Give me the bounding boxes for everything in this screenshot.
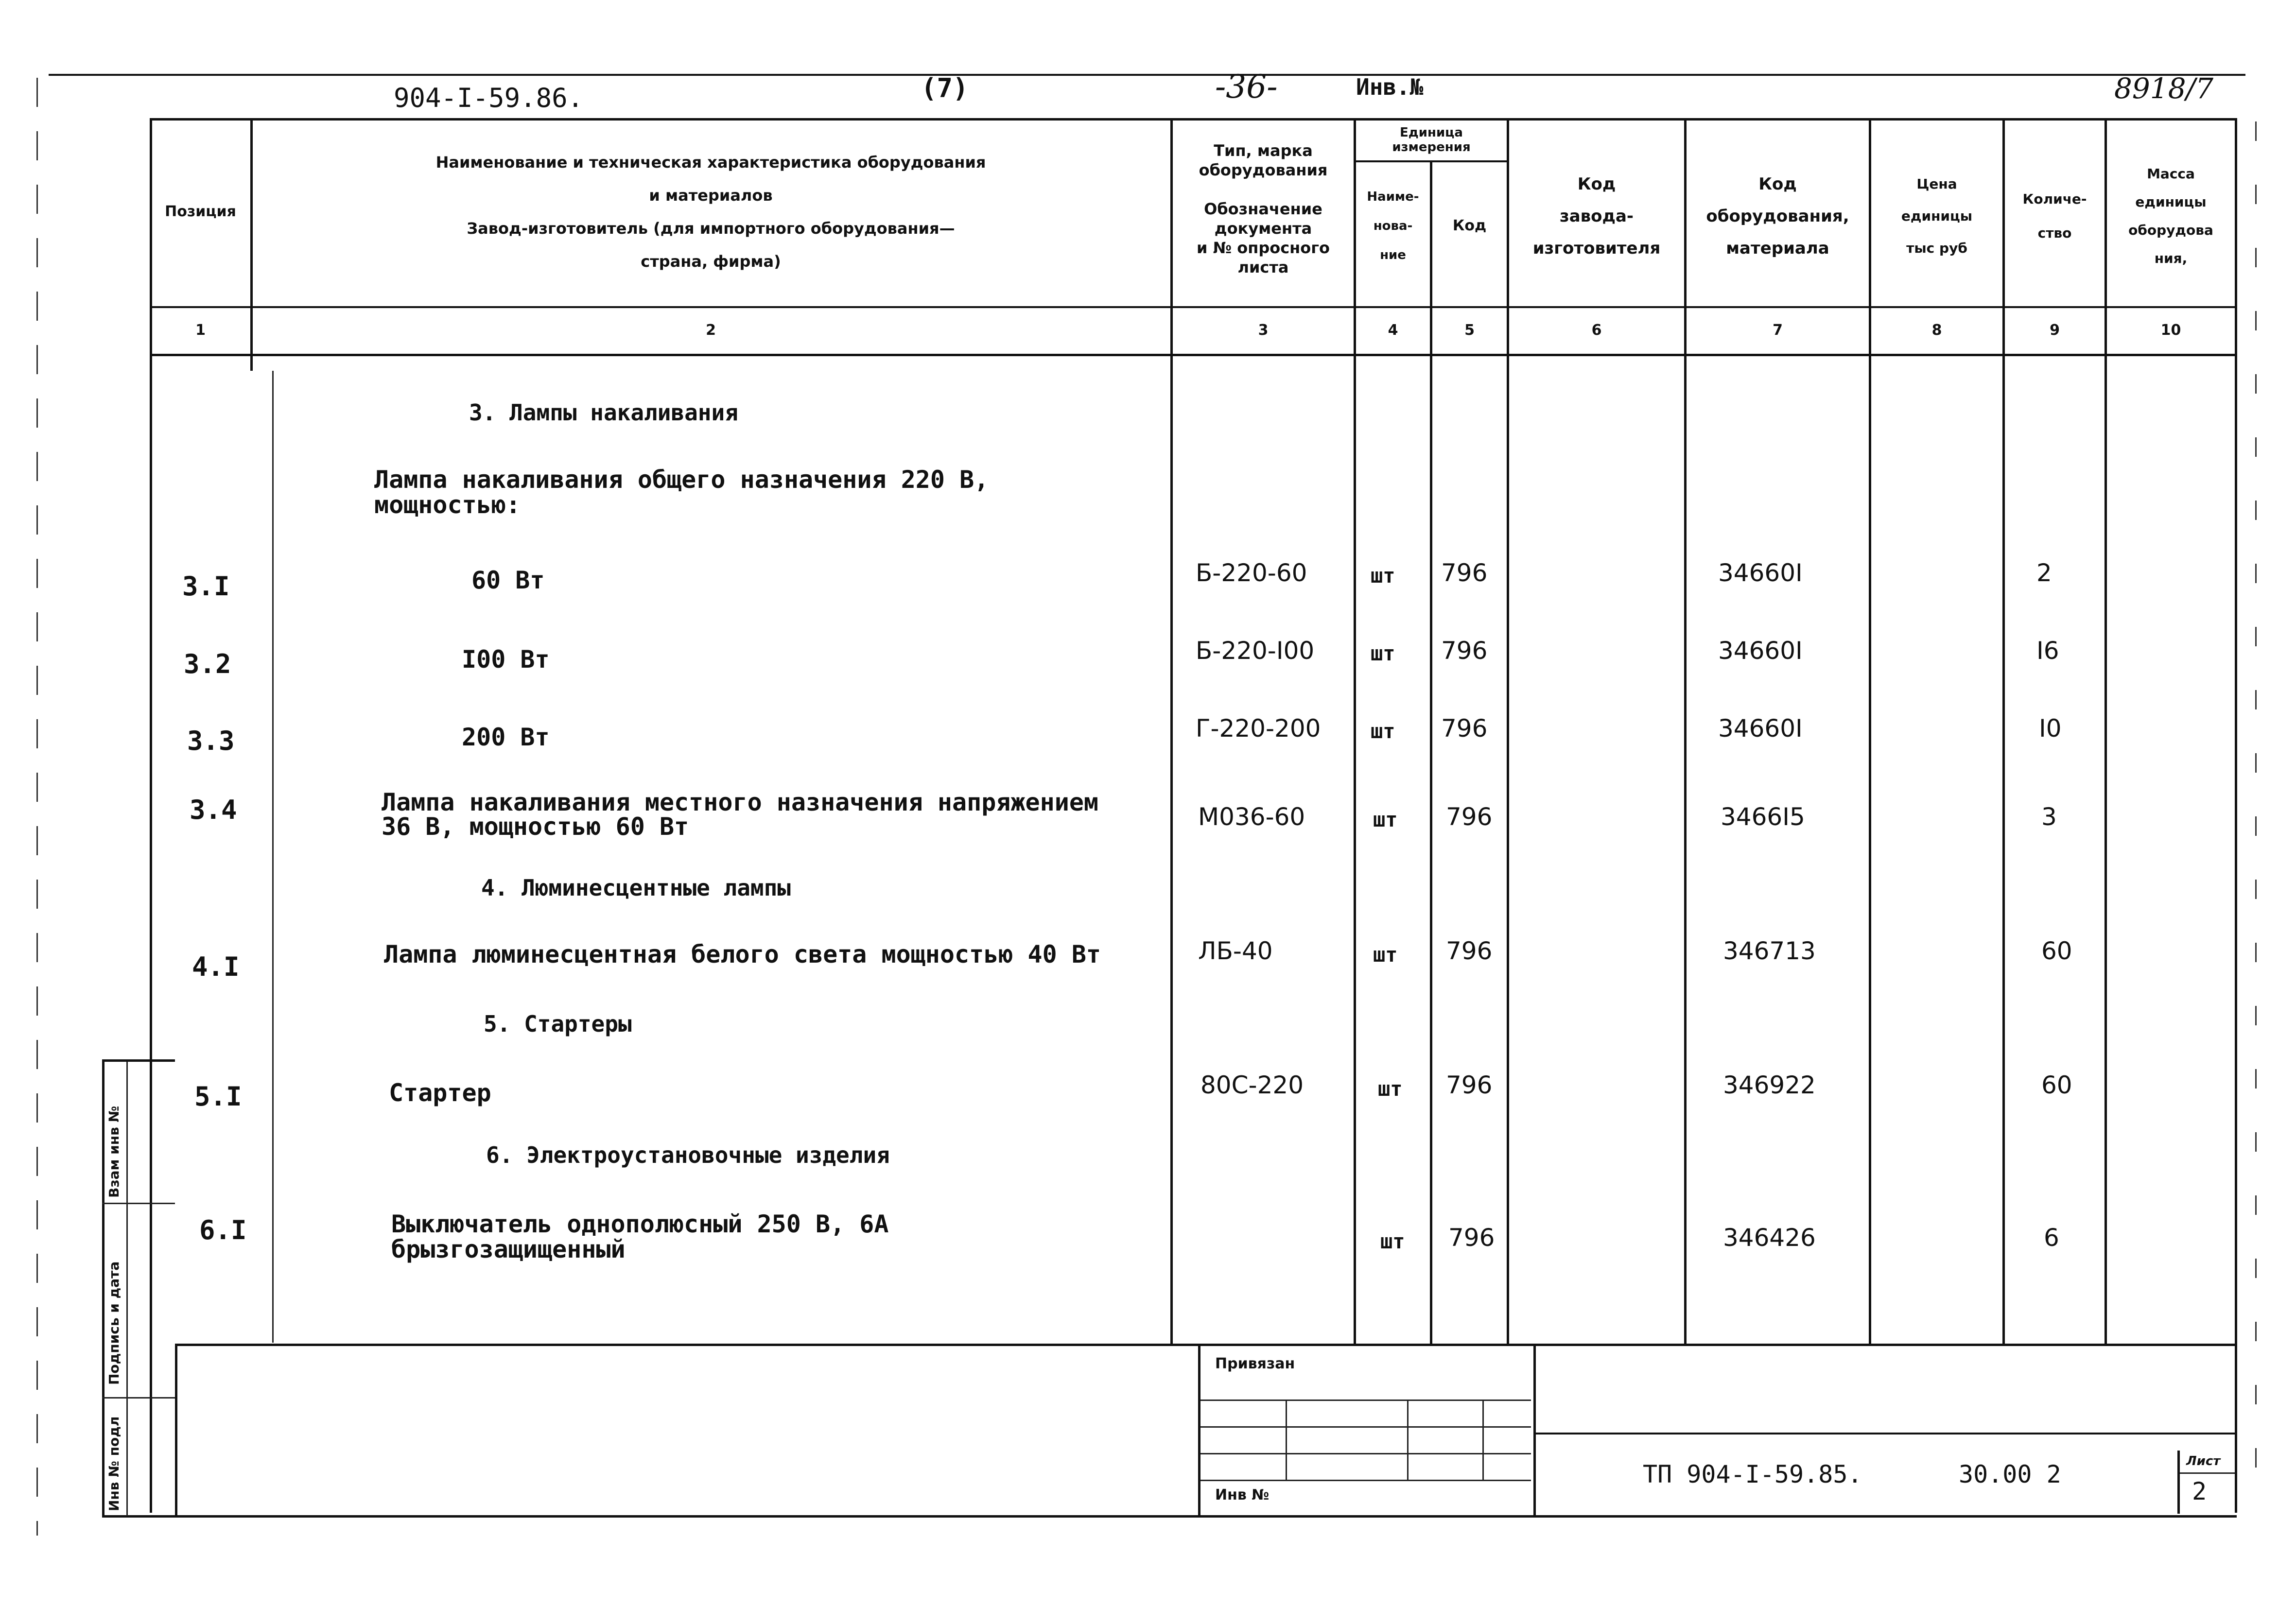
sidebar-div-1 — [102, 1203, 175, 1204]
row-5-1-code: 796 — [1446, 1071, 1493, 1099]
top-ref: 8918/7 — [2114, 72, 2214, 105]
hdr-mass-l3: оборудова — [2128, 222, 2213, 238]
top-sheet-paren: (7) — [921, 73, 969, 104]
row-3-4-code: 796 — [1446, 803, 1493, 831]
row-3-4-unit: шт — [1373, 808, 1398, 831]
col-line-6 — [1684, 118, 1687, 1345]
trim-mark-right — [2255, 121, 2257, 1506]
top-border — [49, 74, 2245, 76]
hdr-factory-l1: Код — [1577, 174, 1616, 194]
hdr-name-l2: и материалов — [649, 186, 773, 205]
hdr-type-l3: Обозначение — [1204, 200, 1322, 218]
colnum-1: 1 — [195, 322, 206, 339]
hdr-position-label: Позиция — [165, 203, 236, 220]
row-4-1-position: 4.I — [192, 951, 240, 982]
col-line-7 — [1869, 118, 1871, 1345]
row-6-1-eqcode: 346426 — [1723, 1224, 1816, 1252]
row-3-4-type: М036-60 — [1198, 803, 1305, 831]
colnum-4: 4 — [1388, 322, 1398, 339]
row-3-4-name-line1: Лампа накаливания местного назначения напряжением — [382, 788, 1099, 816]
hdr-type-l4: документа — [1214, 219, 1312, 238]
row-5-1-type: 80С-220 — [1200, 1071, 1304, 1099]
col-line-9 — [2105, 118, 2107, 1345]
hdr-unit-l2: измерения — [1392, 140, 1471, 155]
row-3-4-eqcode: 3466I5 — [1721, 803, 1805, 831]
row-3-2-eqcode: 34660I — [1718, 637, 1803, 665]
colnum-5: 5 — [1464, 322, 1475, 339]
row-5-1-unit: шт — [1378, 1077, 1403, 1101]
hdr-unitname-l2: нова- — [1373, 219, 1413, 233]
hdr-name — [253, 118, 1169, 305]
right-border — [2235, 118, 2237, 1513]
col-line-3 — [1354, 118, 1356, 1345]
hdr-unit-name — [1356, 165, 1430, 287]
row-3-1-name: 60 Вт — [471, 566, 545, 594]
row-6-1-name-line2: брызгозащищенный — [391, 1235, 626, 1263]
hdr-name-l3: Завод-изготовитель (для импортного оборудования— — [467, 219, 955, 238]
row-4-1-code: 796 — [1446, 937, 1493, 965]
stamp-sheet-code: 30.00 2 — [1959, 1460, 2061, 1488]
hdr-eq-l2: оборудования, — [1706, 207, 1849, 226]
row-3-1-code: 796 — [1441, 559, 1488, 587]
hdr-mass-l1: Масса — [2147, 166, 2195, 182]
hdr-mass — [2107, 146, 2235, 287]
row-3-1-qty: 2 — [2036, 559, 2052, 587]
hdr-price-l2: единицы — [1901, 208, 1973, 224]
section-6-heading: 6. Электроустановочные изделия — [486, 1142, 890, 1168]
hdr-unitcode-label: Код — [1452, 217, 1487, 234]
hdr-quantity — [2005, 146, 2105, 287]
stamp-grid-v2 — [1407, 1400, 1409, 1480]
stamp-list-left — [2177, 1451, 2180, 1514]
row-3-3-name: 200 Вт — [462, 723, 550, 751]
section-3-heading: 3. Лампы накаливания — [469, 399, 738, 426]
section-4-heading: 4. Люминесцентные лампы — [481, 875, 791, 901]
sidebar-mid-line — [126, 1059, 128, 1516]
row-3-1-eqcode: 34660I — [1718, 559, 1803, 587]
row-3-1-unit: шт — [1371, 564, 1395, 588]
stamp-list-line — [2180, 1472, 2235, 1474]
row-3-2-qty: I6 — [2036, 637, 2059, 665]
row-3-3-eqcode: 34660I — [1718, 714, 1803, 743]
row-4-1-eqcode: 346713 — [1723, 937, 1816, 965]
stamp-list-no: 2 — [2192, 1477, 2207, 1505]
row-3-2-position: 3.2 — [184, 649, 231, 679]
col-line-8 — [2002, 118, 2005, 1345]
row-6-1-qty: 6 — [2044, 1224, 2059, 1252]
stamp-top-line — [175, 1344, 2236, 1346]
row-3-2-unit: шт — [1371, 641, 1395, 665]
sidebar-left-line — [102, 1059, 104, 1516]
col-line-1b — [272, 371, 274, 1343]
colnum-bottom-line — [151, 354, 2236, 356]
hdr-type-l2: оборудования — [1199, 161, 1328, 179]
stamp-privyazan-left — [1198, 1344, 1200, 1516]
hdr-name-l1: Наименование и техническая характеристика оборудования — [435, 153, 986, 172]
stamp-code-line — [1536, 1433, 2236, 1434]
top-page-mark: -36- — [1215, 68, 1278, 105]
stamp-grid-2 — [1200, 1426, 1531, 1428]
hdr-unit-code — [1432, 165, 1507, 287]
hdr-unit-l1: Единица — [1400, 125, 1463, 140]
row-3-3-type: Г-220-200 — [1196, 714, 1321, 743]
section-3-intro-line2: мощностью: — [374, 491, 521, 519]
row-3-4-qty: 3 — [2041, 803, 2057, 831]
hdr-unit-group — [1356, 121, 1507, 159]
row-3-4-position: 3.4 — [190, 795, 237, 825]
hdr-type-l1: Тип, марка — [1214, 141, 1313, 160]
hdr-qty-l2: ство — [2037, 225, 2072, 241]
hdr-type — [1173, 131, 1354, 287]
hdr-factory-l3: изготовителя — [1532, 239, 1661, 258]
sidebar-div-2 — [102, 1397, 175, 1399]
stamp-grid-3 — [1200, 1453, 1531, 1454]
row-3-2-type: Б-220-I00 — [1196, 637, 1315, 665]
row-6-1-code: 796 — [1448, 1224, 1495, 1252]
hdr-eq-l1: Код — [1758, 174, 1797, 194]
col-line-5 — [1507, 118, 1509, 1345]
sidebar-vzam: Взам инв № — [106, 1106, 122, 1198]
stamp-list-label: Лист — [2186, 1454, 2221, 1469]
col-line-2 — [1170, 118, 1173, 1345]
row-4-1-unit: шт — [1373, 943, 1398, 967]
row-3-4-name-line2: 36 В, мощностью 60 Вт — [382, 812, 689, 841]
hdr-position — [151, 118, 250, 305]
row-3-3-qty: I0 — [2039, 714, 2062, 743]
hdr-factory-l2: завода- — [1559, 207, 1634, 226]
hdr-price-l1: Цена — [1916, 176, 1957, 192]
colnum-2: 2 — [706, 322, 716, 339]
row-3-3-position: 3.3 — [187, 726, 235, 756]
colnum-3: 3 — [1258, 322, 1269, 339]
hdr-unitname-l1: Наиме- — [1367, 190, 1419, 204]
row-3-2-name: I00 Вт — [462, 645, 550, 674]
bottom-border — [102, 1515, 2237, 1518]
stamp-inv-no: Инв № — [1215, 1486, 1270, 1503]
row-6-1-position: 6.I — [199, 1215, 247, 1245]
row-5-1-qty: 60 — [2041, 1071, 2072, 1099]
stamp-doc-code: ТП 904-I-59.85. — [1643, 1460, 1862, 1488]
header-bottom-line — [151, 306, 2236, 308]
row-3-2-code: 796 — [1441, 637, 1488, 665]
hdr-type-l5: и № опросного — [1197, 239, 1330, 257]
row-4-1-name: Лампа люминесцентная белого света мощностью 40 Вт — [384, 940, 1101, 968]
stamp-grid-1 — [1200, 1400, 1531, 1401]
stamp-privyazan-right — [1533, 1344, 1536, 1516]
stamp-privyazan: Привязан — [1215, 1355, 1295, 1372]
hdr-price-l3: тыс руб — [1906, 240, 1967, 256]
colnum-6: 6 — [1591, 322, 1602, 339]
hdr-name-l4: страна, фирма) — [641, 252, 781, 271]
section-5-heading: 5. Стартеры — [484, 1011, 632, 1037]
hdr-qty-l1: Количе- — [2022, 191, 2087, 207]
hdr-factory-code — [1509, 146, 1684, 287]
hdr-unitname-l3: ние — [1380, 248, 1406, 262]
sidebar-inv-podl: Инв № подл — [106, 1416, 122, 1511]
row-6-1-name-line1: Выключатель однополюсный 250 В, 6А — [391, 1210, 889, 1238]
row-6-1-unit: шт — [1380, 1229, 1405, 1253]
row-5-1-eqcode: 346922 — [1723, 1071, 1816, 1099]
stamp-grid-v3 — [1482, 1400, 1484, 1480]
row-4-1-qty: 60 — [2041, 937, 2072, 965]
stamp-grid-v1 — [1286, 1400, 1287, 1480]
hdr-price — [1871, 146, 2002, 287]
stamp-grid-4 — [1200, 1480, 1531, 1481]
colnum-7: 7 — [1773, 322, 1783, 339]
colnum-8: 8 — [1931, 322, 1942, 339]
row-3-3-unit: шт — [1371, 719, 1395, 743]
hdr-mass-l4: ния, — [2154, 250, 2188, 266]
section-3-intro-line1: Лампа накаливания общего назначения 220 В, — [374, 466, 989, 494]
row-5-1-name: Стартер — [389, 1079, 491, 1107]
row-3-1-position: 3.I — [182, 571, 230, 602]
top-doc-code: 904-I-59.86. — [394, 83, 584, 113]
colnum-9: 9 — [2050, 322, 2060, 339]
row-3-1-type: Б-220-60 — [1196, 559, 1307, 587]
row-5-1-position: 5.I — [194, 1081, 242, 1112]
hdr-eq-l3: материала — [1726, 239, 1829, 258]
row-3-3-code: 796 — [1441, 714, 1488, 743]
hdr-equipment-code — [1687, 146, 1869, 287]
row-4-1-type: ЛБ-40 — [1198, 937, 1273, 965]
hdr-mass-l2: единицы — [2135, 194, 2207, 210]
colnum-10: 10 — [2160, 322, 2181, 339]
sidebar-podpis: Подпись и дата — [106, 1261, 122, 1385]
sidebar-top-line — [102, 1059, 175, 1062]
top-inv: Инв.№ — [1356, 74, 1424, 100]
stamp-left-inner — [175, 1344, 177, 1516]
hdr-type-l6: листа — [1237, 258, 1289, 276]
unit-group-line — [1354, 160, 1507, 162]
trim-mark-left — [36, 78, 38, 1536]
